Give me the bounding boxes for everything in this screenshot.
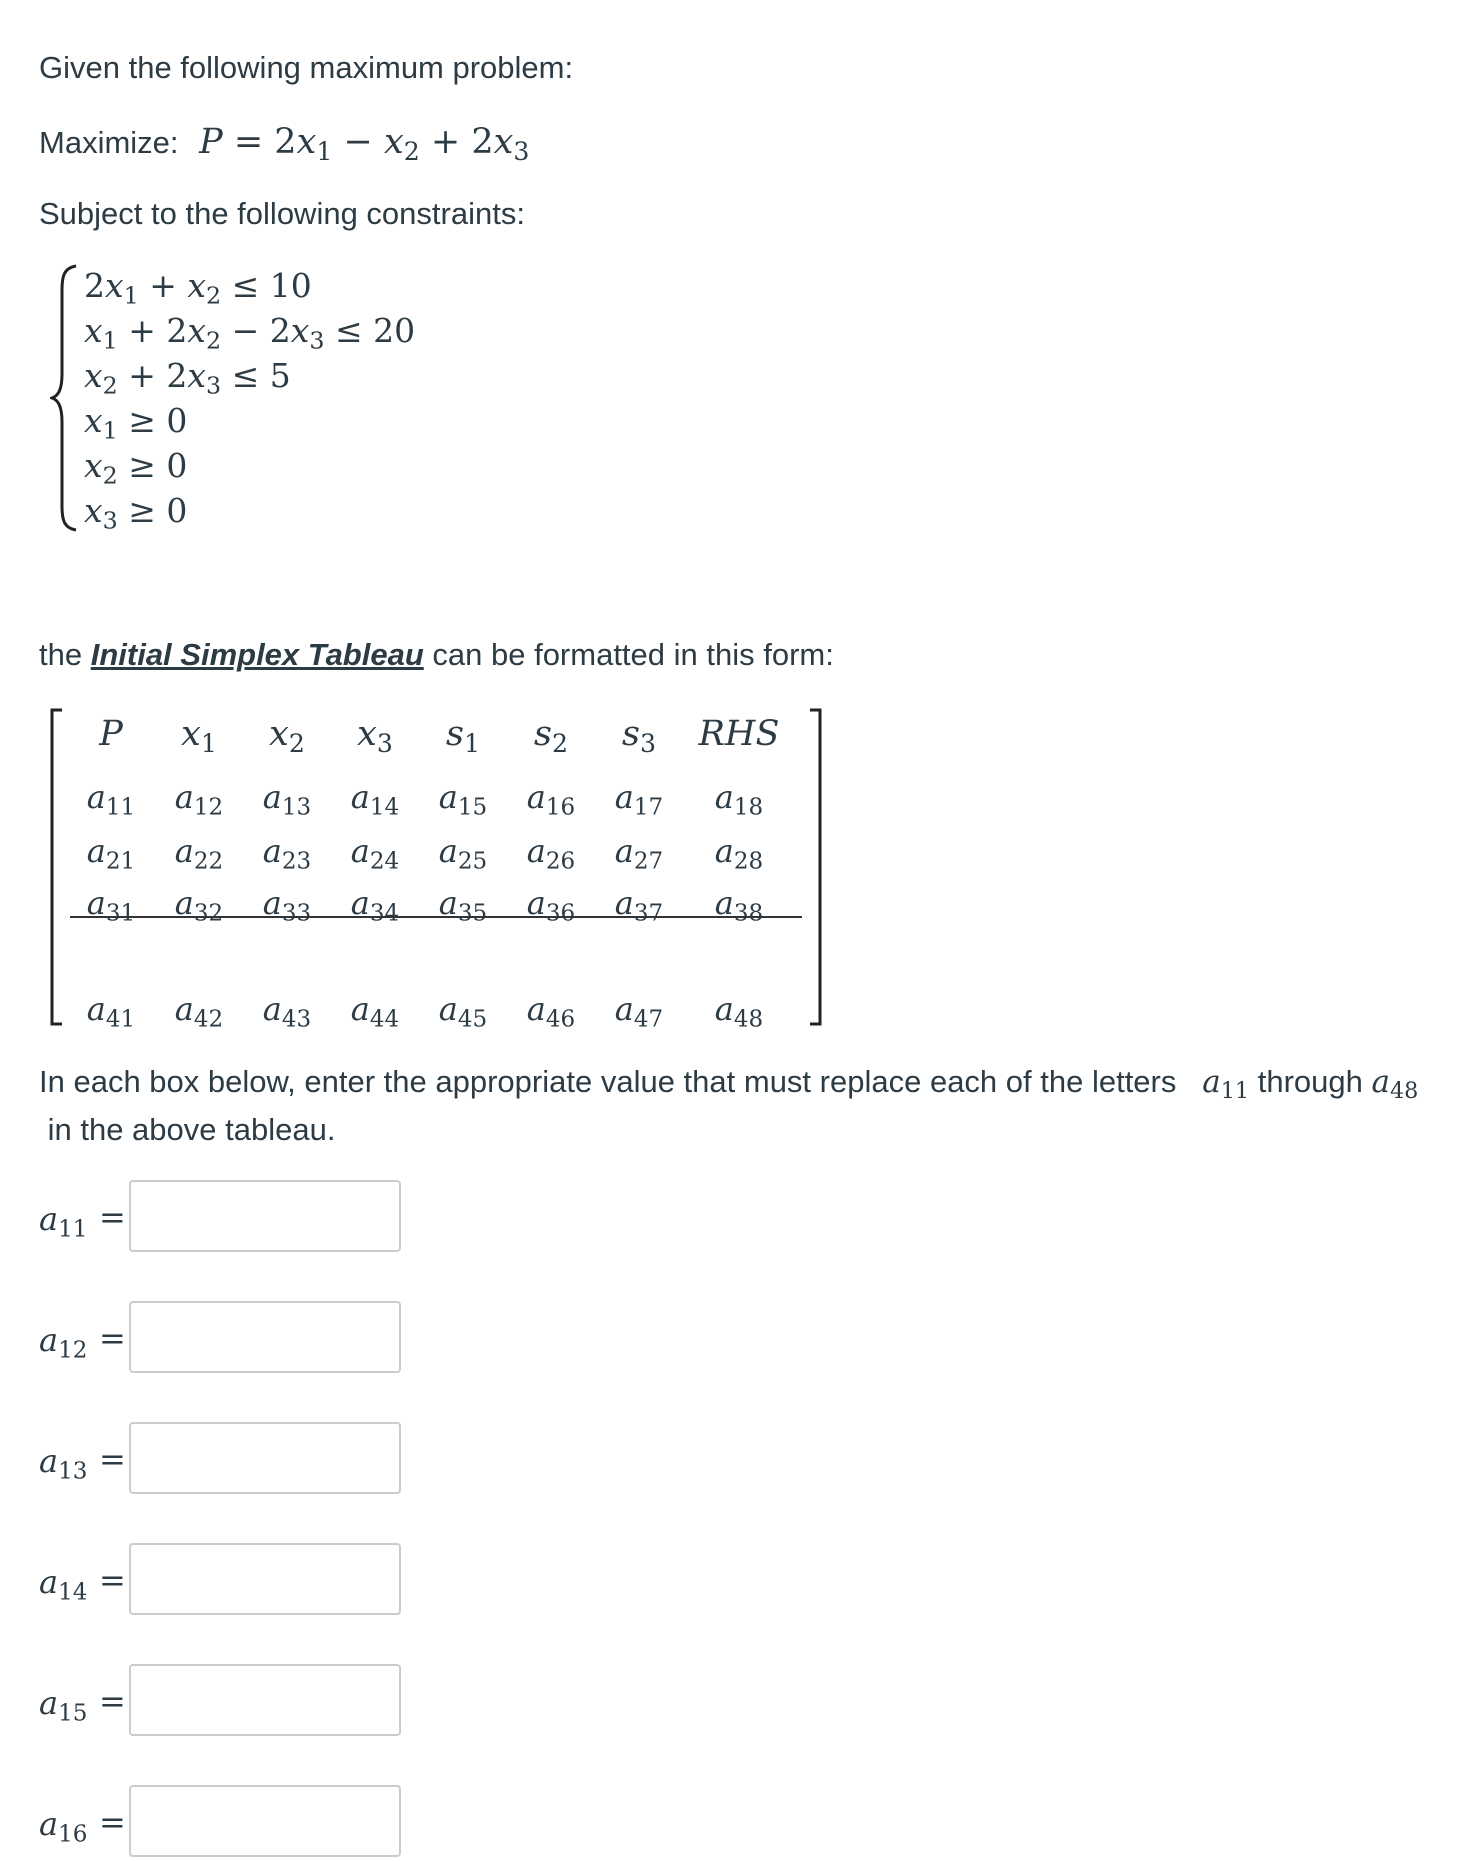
tableau-header: P xyxy=(99,714,123,754)
answer-input[interactable] xyxy=(129,1543,401,1615)
answer-label: $a_{12}$ xyxy=(39,1321,88,1364)
tableau-cell: $a_{34}$ xyxy=(350,884,400,927)
tableau-cell: $a_{25}$ xyxy=(438,832,488,875)
answer-row xyxy=(39,1543,439,1619)
tableau-cell: $a_{47}$ xyxy=(614,990,664,1033)
constraint-line: $x_2 \ge 0$ xyxy=(84,446,188,490)
tableau-divider xyxy=(70,916,802,918)
answer-row xyxy=(39,1664,439,1740)
tableau-cell: $a_{26}$ xyxy=(526,832,576,875)
answer-row xyxy=(39,1422,439,1498)
constraint-line: $x_1 + 2x_2 - 2x_3 \le 20$ xyxy=(84,311,416,355)
tableau-intro-after: can be formatted in this form: xyxy=(423,637,834,672)
constraint-line: $2x_1 + x_2 \le 10$ xyxy=(84,266,312,310)
answer-label: $a_{13}$ xyxy=(39,1442,88,1485)
answer-label: $a_{16}$ xyxy=(39,1805,88,1848)
tableau-cell: $a_{22}$ xyxy=(174,832,224,875)
answer-row xyxy=(39,1180,439,1256)
tableau-cell: $a_{27}$ xyxy=(614,832,664,875)
tableau-cell: $a_{11}$ xyxy=(86,778,136,821)
equals-sign: = xyxy=(99,1803,126,1841)
tableau-cell: $a_{23}$ xyxy=(262,832,312,875)
answer-input[interactable] xyxy=(129,1422,401,1494)
tableau-cell: $a_{41}$ xyxy=(86,990,136,1033)
tableau-cell: $a_{45}$ xyxy=(438,990,488,1033)
tableau-cell: $a_{12}$ xyxy=(174,778,224,821)
tableau-cell: $a_{16}$ xyxy=(526,778,576,821)
equals-sign: = xyxy=(99,1319,126,1357)
initial-simplex-tableau-link[interactable]: Initial Simplex Tableau xyxy=(90,637,424,672)
tableau-cell: $a_{28}$ xyxy=(714,832,764,875)
tableau-cell: $a_{38}$ xyxy=(714,884,764,927)
answer-input[interactable] xyxy=(129,1664,401,1736)
constraint-line: $x_1 \ge 0$ xyxy=(84,401,188,445)
tableau-header: $s_2$ xyxy=(534,714,568,759)
answer-input[interactable] xyxy=(129,1180,401,1252)
instructions: In each box below, enter the appropriate value that must replace each of the letters $a_{11}$ through $a_{48}$ in the above tableau. xyxy=(39,1064,1419,1147)
question-intro: Given the following maximum problem: xyxy=(39,50,574,85)
tableau-header: RHS xyxy=(698,714,780,754)
answer-input[interactable] xyxy=(129,1301,401,1373)
tableau-cell: $a_{48}$ xyxy=(714,990,764,1033)
objective-label: Maximize: xyxy=(39,125,179,160)
tableau-cell: $a_{43}$ xyxy=(262,990,312,1033)
equals-sign: = xyxy=(99,1561,126,1599)
constraint-system xyxy=(50,262,450,534)
constraint-line: $x_2 + 2x_3 \le 5$ xyxy=(84,356,291,400)
tableau-cell: $a_{44}$ xyxy=(350,990,400,1033)
tableau-cell: $a_{33}$ xyxy=(262,884,312,927)
simplex-tableau xyxy=(50,708,822,1033)
tableau-header: $x_3$ xyxy=(357,714,393,759)
tableau-cell: $a_{21}$ xyxy=(86,832,136,875)
answer-label: $a_{14}$ xyxy=(39,1563,88,1606)
constraints-heading: Subject to the following constraints: xyxy=(39,196,525,231)
tableau-intro xyxy=(39,637,834,673)
tableau-cell: $a_{46}$ xyxy=(526,990,576,1033)
left-brace xyxy=(50,262,82,534)
equals-sign: = xyxy=(99,1440,126,1478)
tableau-cell: $a_{32}$ xyxy=(174,884,224,927)
tableau-cell: $a_{42}$ xyxy=(174,990,224,1033)
tableau-cell: $a_{24}$ xyxy=(350,832,400,875)
answer-label: $a_{11}$ xyxy=(39,1200,88,1243)
tableau-header: $x_2$ xyxy=(269,714,305,759)
objective-expression: $P = 2x_1 - x_2 + 2x_3$ xyxy=(199,122,530,167)
constraint-line: $x_3 \ge 0$ xyxy=(84,491,188,535)
tableau-cell: $a_{31}$ xyxy=(86,884,136,927)
tableau-header: $s_1$ xyxy=(446,714,480,759)
answer-row xyxy=(39,1785,439,1861)
objective-line xyxy=(39,122,530,167)
tableau-header: $s_3$ xyxy=(622,714,656,759)
answer-row xyxy=(39,1301,439,1377)
tableau-cell: $a_{35}$ xyxy=(438,884,488,927)
tableau-cell: $a_{37}$ xyxy=(614,884,664,927)
tableau-cell: $a_{18}$ xyxy=(714,778,764,821)
equals-sign: = xyxy=(99,1198,126,1236)
tableau-cell: $a_{13}$ xyxy=(262,778,312,821)
tableau-header: $x_1$ xyxy=(181,714,217,759)
answer-input[interactable] xyxy=(129,1785,401,1857)
answer-label: $a_{15}$ xyxy=(39,1684,88,1727)
tableau-cell: $a_{15}$ xyxy=(438,778,488,821)
tableau-cell: $a_{36}$ xyxy=(526,884,576,927)
tableau-cell: $a_{14}$ xyxy=(350,778,400,821)
equals-sign: = xyxy=(99,1682,126,1720)
tableau-cell: $a_{17}$ xyxy=(614,778,664,821)
tableau-intro-before: the xyxy=(39,637,91,672)
